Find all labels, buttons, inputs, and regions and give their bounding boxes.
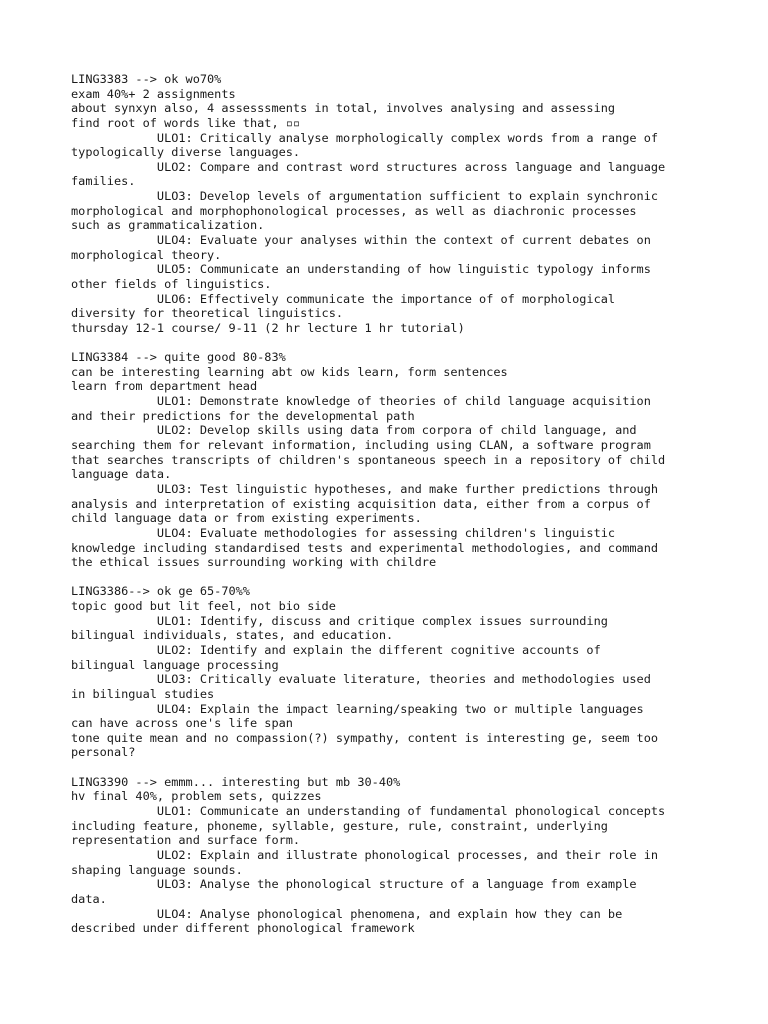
section-spacer: [71, 760, 708, 775]
text-line: ULO4: Analyse phonological phenomena, and explain how they can be: [71, 906, 623, 921]
text-line: ULO4: Evaluate your analyses within the context of current debates on: [71, 233, 651, 248]
course-section: [71, 350, 708, 570]
text-line: ULO2: Explain and illustrate phonological processes, and their role in: [71, 847, 659, 862]
course-heading: LING3386--> ok ge 65-70%%: [71, 584, 250, 599]
text-line: other fields of linguistics.: [71, 276, 272, 291]
section-spacer: [71, 570, 708, 585]
text-line: ULO2: Compare and contrast word structures across language and language: [71, 159, 666, 174]
course-heading: LING3383 --> ok wo70%: [71, 72, 222, 86]
text-line: ULO6: Effectively communicate the importance of of morphological: [71, 291, 616, 306]
text-line: morphological and morphophonological processes, as well as diachronic processes: [71, 203, 637, 218]
text-line: about synxyn also, 4 assesssments in total, involves analysing and assessing: [71, 101, 616, 116]
text-line: ULO2: Identify and explain the different cognitive accounts of: [71, 642, 601, 657]
text-line: bilingual language processing: [71, 657, 279, 672]
text-line: described under different phonological framework: [71, 921, 415, 936]
text-line: and their predictions for the developmental path: [71, 408, 415, 423]
text-line: ULO3: Develop levels of argumentation sufficient to explain synchronic: [71, 189, 659, 204]
text-line: families.: [71, 174, 136, 189]
text-line: shaping language sounds.: [71, 862, 243, 877]
text-line: child language data or from existing experiments.: [71, 511, 422, 526]
text-line: ULO1: Critically analyse morphologically complex words from a range of: [71, 130, 659, 145]
text-line: that searches transcripts of children's spontaneous speech in a repository of child: [71, 452, 666, 467]
text-line: ULO4: Evaluate methodologies for assessing children's linguistic: [71, 525, 616, 540]
text-line: knowledge including standardised tests and experimental methodologies, and command: [71, 540, 659, 555]
text-line: representation and surface form.: [71, 833, 301, 848]
text-line: bilingual individuals, states, and education.: [71, 628, 394, 643]
text-line: ULO1: Identify, discuss and critique complex issues surrounding: [71, 613, 608, 628]
text-line: ULO3: Critically evaluate literature, theories and methodologies used: [71, 672, 651, 687]
text-line: thursday 12-1 course/ 9-11 (2 hr lecture 1 hr tutorial): [71, 320, 465, 335]
section-spacer: [71, 336, 708, 351]
text-line: exam 40%+ 2 assignments: [71, 86, 236, 101]
text-line: searching them for relevant information, including using CLAN, a software program: [71, 438, 651, 453]
text-line: morphological theory.: [71, 247, 222, 262]
text-line: find root of words like that, ▫▫: [71, 115, 301, 130]
course-section: [71, 775, 708, 936]
text-line: data.: [71, 891, 107, 906]
text-line: tone quite mean and no compassion(?) sympathy, content is interesting ge, seem too: [71, 730, 659, 745]
text-line: ULO1: Demonstrate knowledge of theories of child language acquisition: [71, 394, 651, 409]
text-line: ULO3: Test linguistic hypotheses, and make further predictions through: [71, 481, 659, 496]
course-heading: LING3390 --> emmm... interesting but mb 30-40%: [71, 774, 401, 789]
text-line: can be interesting learning abt ow kids learn, form sentences: [71, 364, 508, 379]
text-line: personal?: [71, 745, 136, 760]
document-body: [71, 72, 708, 936]
text-line: can have across one's life span: [71, 716, 293, 731]
text-line: ULO1: Communicate an understanding of fundamental phonological concepts: [71, 804, 666, 819]
text-line: ULO4: Explain the impact learning/speaking two or multiple languages: [71, 701, 644, 716]
text-line: learn from department head: [71, 379, 258, 394]
text-line: diversity for theoretical linguistics.: [71, 306, 344, 321]
text-line: language data.: [71, 467, 172, 482]
text-line: topic good but lit feel, not bio side: [71, 599, 336, 614]
text-line: ULO2: Develop skills using data from corpora of child language, and: [71, 423, 637, 438]
course-section: [71, 72, 708, 336]
text-line: the ethical issues surrounding working with childre: [71, 555, 437, 570]
text-line: typologically diverse languages.: [71, 145, 301, 160]
text-line: in bilingual studies: [71, 686, 215, 701]
text-line: hv final 40%, problem sets, quizzes: [71, 789, 322, 804]
text-line: ULO3: Analyse the phonological structure of a language from example: [71, 877, 637, 892]
text-line: including feature, phoneme, syllable, gesture, rule, constraint, underlying: [71, 818, 608, 833]
text-line: ULO5: Communicate an understanding of how linguistic typology informs: [71, 262, 651, 277]
text-line: analysis and interpretation of existing acquisition data, either from a corpus of: [71, 496, 651, 511]
text-line: such as grammaticalization.: [71, 218, 265, 233]
course-section: [71, 584, 708, 760]
course-heading: LING3384 --> quite good 80-83%: [71, 350, 286, 365]
